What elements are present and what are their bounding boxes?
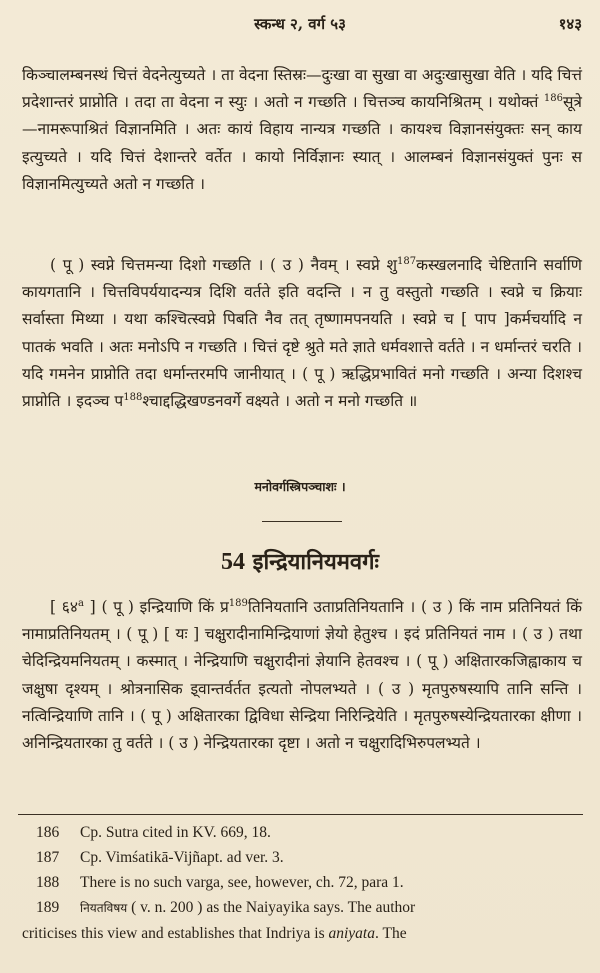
paragraph-text: सूत्रे—नामरूपाश्रितं विज्ञानमिति । अतः कायं विहाय नान्यत्र गच्छति । कायश्च विज्ञानसंयुक्तः सन् काय इत्युच्यते । यदि चित्तं देशान्तरे वर्तेत । कायो निर्विज्ञानः स्यात् । आलम्बनं विज्ञानसंयुक्तं पुनः स विज्ञानमित्युच्यते अतो न गच्छति । [22,93,582,193]
footnote-ref-186[interactable]: 186 [543,93,563,105]
paragraph-text: कस्खलनादि चेष्टितानि सर्वाणि कायगतानि । चित्तविपर्ययादन्यत्र दिशि वर्तते इति वदन्ति । न तु वस्तुतो गच्छति । स्वप्ने च क्रियाः सर्वास्ता मिथ्या । यथा कश्चित्स्वप्ने पिबति नैव तत् तृष्णामपनयति । स्वप्ने च [ पाप ]कर्मचर्यादि न पातकं भवति । अतः मनोऽपि न गच्छति । चित्तं दृष्टे श्रुते मते ज्ञाते धर्मवशात्ते वर्तते । न धर्मान्तरं चरति । यदि गमनेन प्राप्नोति तदा धर्मान्तरमपि जानीयात् । ( पू ) ऋद्धिप्रभावितं मनो गच्छति । अन्या दिशश्च प्राप्नोति । इदञ्च प [22,256,582,411]
footnote-text: ( v. n. 200 ) as the Naiyayika says. The author [127,899,416,916]
footnote-text: Cp. Sutra cited in KV. 669, 18. [80,824,271,841]
chapter-colophon: मनोवर्गस्त्रिपञ्चाशः । [254,479,346,494]
footnote-number: 186 [36,824,60,841]
paragraph-text: ( पू ) स्वप्ने चित्तमन्या दिशो गच्छति । ( उ ) नैवम् । स्वप्ने शु [50,256,398,274]
footnote-text: . The [375,925,407,942]
footnote-text: There is no such varga, see, however, ch. 72, para 1. [80,874,404,891]
paragraph-text: श्चाद्दद्धिखण्डनवर्गे वक्ष्यते । अतो न मनो गच्छति ॥ [142,392,418,411]
footnote-186 [22,820,582,845]
footnotes [22,820,582,946]
footnote-ref-188[interactable]: 188 [123,391,143,403]
footnote-ref-189[interactable]: 189 [228,597,248,609]
footnote-188 [22,870,582,895]
section-title: इन्द्रियानियमवर्गः [252,549,379,575]
paragraph-mind-location [22,62,582,198]
paragraph-dream-objection [22,252,582,415]
running-title: स्कन्ध २, वर्ग ५३ [254,15,346,33]
page-header [0,10,600,38]
leaf-marker: a [77,597,84,609]
paragraph-indriya [22,594,582,757]
footnote-text: criticises this view and establishes that Indriya is [22,925,329,942]
section-heading [0,546,600,576]
paragraph-text: [ ६४ [50,598,78,616]
footnote-number: 187 [36,849,60,866]
footnote-text: Cp. Vimśatikā-Vijñapt. ad ver. 3. [80,849,284,866]
footnote-separator [18,814,583,815]
paragraph-text: तिनियतानि उताप्रतिनियतानि । ( उ ) किं नाम प्रतिनियतं किं नामाप्रतिनियतम् । ( पू ) [ यः ] चक्षुरादीनामिन्द्रियाणां ज्ञेयो हेतुश्च । इदं प्रतिनियतं नाम । ( उ ) तथा चेदिन्द्रियमनियतम् । कस्मात् । नेन्द्रियाणि चक्षुरादीनां ज्ञेयानि हेतवश्च । ( पू ) अक्षितारकजिह्वाकाय च जक्षुषा दृश्यम् । श्रोत्रनासिक इ्वान्तर्वर्तत इत्यतो नोपलभ्यते । ( उ ) मृतपुरुषस्यापि तानि सन्ति । नत्विन्द्रियाणि तानि । ( पू ) अक्षितारका द्विविधा सेन्द्रिया निरिन्द्रियेति । मृतपुरुषस्येन्द्रियतारका क्षीणा । अनिन्द्रियतारका तु वर्तते । ( उ ) नेन्द्रियतारका दृष्टा । अतो न चक्षुरादिभिरुपलभ्यते । [22,598,582,753]
footnote-187 [22,845,582,870]
footnote-number: 189 [36,899,60,916]
footnote-189-continued [22,921,582,946]
footnote-term: नियतविषय [80,901,128,915]
footnote-ref-187[interactable]: 187 [397,255,417,267]
paragraph-text: किञ्चालम्बनस्थं चित्तं वेदनेत्युच्यते । ता वेदना स्तिस्रः—दुःखा वा सुखा वा अदुःखासुखा वेति । यदि चित्तं प्रदेशान्तरं प्राप्नोति । तदा ता वेदना न स्युः । अतो न गच्छति । चित्तञ्च कायनिश्रितम् । यथोक्तं [22,66,582,112]
footnote-189 [22,895,582,921]
paragraph-text: ] ( पू ) इन्द्रियाणि किं प्र [83,598,229,616]
page-number: १४३ [558,15,582,33]
section-number: 54 [221,549,245,575]
footnote-number: 188 [36,874,60,891]
footnote-emphasis: aniyata [328,925,375,942]
section-divider [262,521,342,522]
